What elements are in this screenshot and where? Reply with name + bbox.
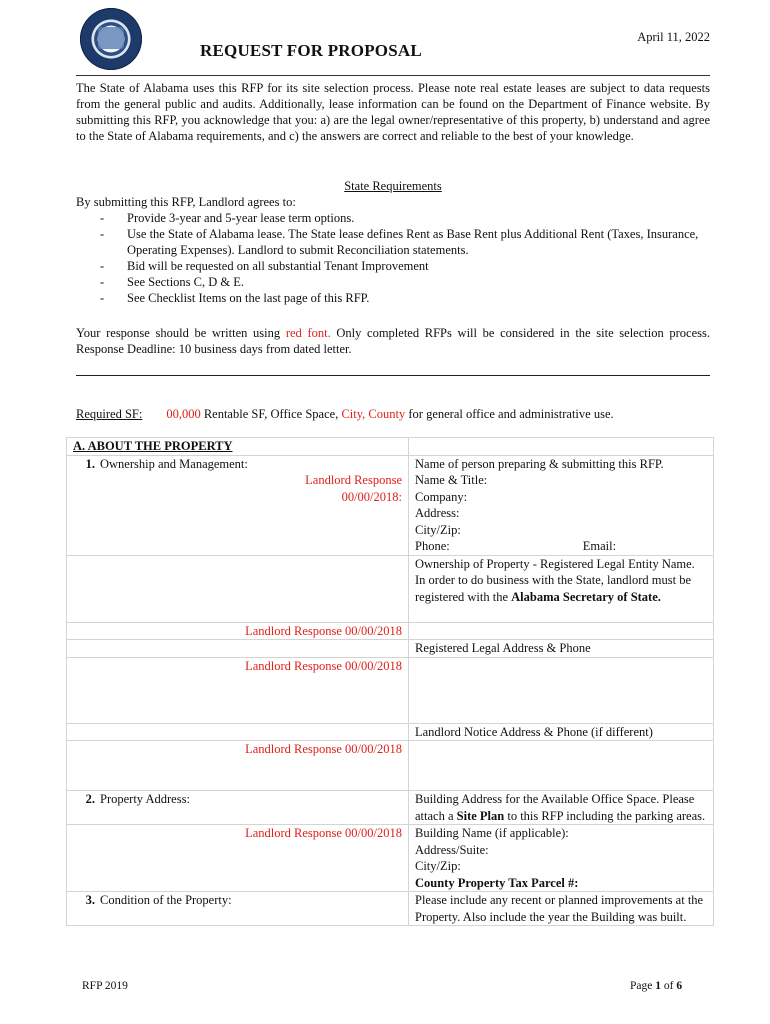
table-row xyxy=(67,438,714,456)
table-row xyxy=(67,825,714,892)
required-sf-line: Required SF: 00,000 Rentable SF, Office Space, City, County for general office and administrative use. xyxy=(76,407,614,421)
q1-label: Ownership and Management: xyxy=(100,456,248,471)
field-address: Address: xyxy=(415,506,460,520)
table-row xyxy=(67,622,714,640)
location-value: City, County xyxy=(341,407,406,421)
q2-label: Property Address: xyxy=(100,792,190,806)
field-city-zip: City/Zip: xyxy=(415,522,461,537)
field-tax-parcel: County Property Tax Parcel #: xyxy=(415,875,579,890)
title-divider xyxy=(76,75,710,76)
q3-label: Condition of the Property: xyxy=(100,893,232,907)
landlord-response: Landlord Response 00/00/2018 xyxy=(67,825,409,892)
requirement-item: - See Checklist Items on the last page of this RFP. xyxy=(76,290,710,306)
sf-value: 00,000 xyxy=(166,407,201,421)
field-building-name: Building Name (if applicable): xyxy=(415,826,569,840)
q3-prompt: Please include any recent or planned improvements at the Property. Also include the year the Building was built. xyxy=(409,892,714,926)
field-email: Email: xyxy=(582,539,617,553)
state-seal-logo xyxy=(80,8,142,70)
red-font-note: red font. xyxy=(285,326,331,340)
landlord-response: Landlord Response 00/00/2018 xyxy=(67,657,409,723)
landlord-response-label: Landlord Response xyxy=(305,473,402,487)
footer-doc-id: RFP 2019 xyxy=(82,980,128,992)
response-instructions: Your response should be written using red font. Only completed RFPs will be considered in the site selection process. Response Deadline: 10 business days from dated letter. xyxy=(76,326,710,356)
table-row xyxy=(67,657,714,723)
table-row: 3. Condition of the Property: Please include any recent or planned improvements at the Property. Also include the year the Building was built. xyxy=(67,892,714,926)
q1-prompt: Name of person preparing & submitting this RFP. xyxy=(415,456,664,471)
section-divider xyxy=(76,375,710,376)
requirement-item: - Bid will be requested on all substantial Tenant Improvement xyxy=(76,258,710,274)
requirement-item: - Provide 3-year and 5-year lease term options. xyxy=(76,210,710,226)
landlord-response: Landlord Response 00/00/2018 xyxy=(67,741,409,791)
table-row xyxy=(67,640,714,658)
state-requirements-heading: State Requirements xyxy=(344,179,442,193)
q2-prompt: Building Address for the Available Office Space. Please attach a Site Plan to this RFP including the parking areas. xyxy=(409,791,714,825)
table-row: 1. Ownership and Management: Landlord Response 00/00/2018: Name of person preparing & submitting this RFP. Name & Title: Company: Address: City/Zip: Phone: Email: xyxy=(67,455,714,555)
table-row xyxy=(67,723,714,741)
agreement-lead: By submitting this RFP, Landlord agrees to: xyxy=(76,195,296,209)
field-city-zip: City/Zip: xyxy=(415,859,461,873)
requirement-item: - Use the State of Alabama lease. The State lease defines Rent as Base Rent plus Additional Rent (Taxes, Insurance, Operating Expenses). Landlord to submit Reconciliation statements. xyxy=(76,226,710,258)
landlord-response: Landlord Response 00/00/2018 xyxy=(67,622,409,640)
page-number: Page 1 of 6 xyxy=(630,980,683,992)
field-phone: Phone: xyxy=(415,539,450,553)
field-name-title: Name & Title: xyxy=(415,473,488,487)
table-row: 2. Property Address: Building Address for the Available Office Space. Please attach a Site Plan to this RFP including the parking areas. xyxy=(67,791,714,825)
intro-paragraph: The State of Alabama uses this RFP for its site selection process. Please note real estate leases are subject to data requests from the general public and audits. Additionally, lease information can be found on the Department of Finance website. By submitting this RFP, you acknowledge that you: a) are the legal owner/representative of this property, b) understand and agree to the State of Alabama requirements, and c) the answers are correct and reliable to the best of your knowledge. xyxy=(76,81,710,143)
registered-address-prompt: Registered Legal Address & Phone xyxy=(409,640,714,658)
table-row xyxy=(67,741,714,791)
required-sf-label: Required SF: xyxy=(76,407,143,421)
ownership-prompt: Ownership of Property - Registered Legal Entity Name. In order to do business with the State, landlord must be registered with the Alabama Secretary of State. xyxy=(409,555,714,622)
notice-address-prompt: Landlord Notice Address & Phone (if different) xyxy=(409,723,714,741)
section-a-title: A. ABOUT THE PROPERTY xyxy=(73,439,233,453)
document-date: April 11, 2022 xyxy=(637,30,710,44)
page-title: REQUEST FOR PROPOSAL xyxy=(200,41,422,60)
requirement-item: - See Sections C, D & E. xyxy=(76,274,710,290)
requirements-list xyxy=(76,210,710,306)
table-row xyxy=(67,555,714,622)
property-table xyxy=(66,437,714,926)
field-company: Company: xyxy=(415,489,468,504)
field-address-suite: Address/Suite: xyxy=(415,842,489,857)
landlord-response-date: 00/00/2018: xyxy=(341,489,402,504)
